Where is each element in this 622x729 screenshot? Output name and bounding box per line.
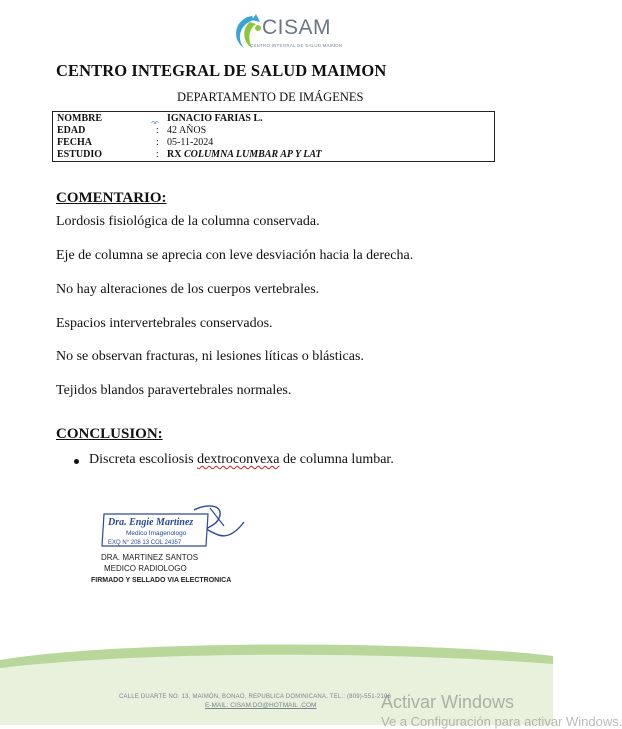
info-label: FECHA bbox=[57, 137, 92, 148]
department-title: DEPARTAMENTO DE IMÁGENES bbox=[177, 90, 364, 104]
comment-title: COMENTARIO: bbox=[56, 190, 167, 206]
svg-text:EXQ N° 208 13 COL 24357: EXQ N° 208 13 COL 24357 bbox=[108, 540, 182, 546]
comment-paragraph: Tejidos blandos paravertebrales normales. bbox=[56, 383, 292, 398]
conclusion-text: de columna lumbar. bbox=[279, 452, 394, 467]
patient-info-box bbox=[52, 111, 495, 162]
footer-email[interactable]: E-MAIL: CISAM.DO@HOTMAIL .COM bbox=[205, 702, 317, 709]
doctor-role: MEDICO RADIOLOGO bbox=[104, 564, 187, 573]
comment-paragraph: Eje de columna se aprecia con leve desviación hacia la derecha. bbox=[56, 248, 414, 263]
comment-paragraph: No se observan fracturas, ni lesiones líticas o blásticas. bbox=[56, 349, 364, 364]
org-title: CENTRO INTEGRAL DE SALUD MAIMON bbox=[56, 61, 387, 80]
svg-text:Medico Imagenologo: Medico Imagenologo bbox=[126, 530, 187, 537]
spellcheck-mark-icon: ᨎ bbox=[151, 118, 160, 126]
info-colon: : bbox=[156, 137, 159, 148]
info-label: EDAD bbox=[57, 125, 86, 136]
info-value: 05-11-2024 bbox=[167, 137, 214, 148]
info-colon: : bbox=[156, 125, 159, 136]
signature-stamp bbox=[98, 500, 248, 552]
footer-address: CALLE DUARTE NO. 13, MAIMÓN, BONAO, REPUBLICA DOMINICANA, TEL.: (809)-551-2106 bbox=[119, 694, 392, 700]
info-value: IGNACIO FARIAS L. bbox=[167, 113, 263, 124]
conclusion-title: CONCLUSION: bbox=[56, 426, 163, 442]
info-label: NOMBRE bbox=[57, 113, 102, 124]
activation-watermark-subtitle: Ve a Configuración para activar Windows. bbox=[381, 714, 622, 729]
comment-paragraph: No hay alteraciones de los cuerpos vertebrales. bbox=[56, 282, 320, 297]
signed-note: FIRMADO Y SELLADO VIA ELECTRONICA bbox=[91, 577, 232, 584]
conclusion-flagged-word: dextroconvexa bbox=[197, 452, 280, 467]
logo-text: CISAM bbox=[262, 16, 332, 39]
info-value: 42 AÑOS bbox=[167, 125, 207, 136]
doctor-name: DRA. MARTINEZ SANTOS bbox=[101, 553, 199, 562]
study-prefix: RX bbox=[167, 149, 184, 160]
comment-paragraph: Lordosis fisiológica de la columna conservada. bbox=[56, 214, 320, 229]
logo-subtitle: CENTRO INTEGRAL DE SALUD MAIMON bbox=[250, 43, 343, 48]
study-name: COLUMNA LUMBAR AP Y LAT bbox=[183, 149, 322, 160]
info-label: ESTUDIO bbox=[57, 149, 103, 160]
conclusion-item bbox=[89, 452, 394, 468]
conclusion-text: Discreta escoliosis bbox=[89, 452, 198, 467]
bullet-icon bbox=[74, 459, 79, 464]
svg-text:Dra. Engie Martinez: Dra. Engie Martinez bbox=[108, 517, 194, 528]
info-colon: : bbox=[156, 149, 159, 160]
info-value bbox=[167, 149, 322, 160]
activation-watermark-title: Activar Windows bbox=[381, 692, 515, 712]
comment-paragraph: Espacios intervertebrales conservados. bbox=[56, 316, 273, 331]
